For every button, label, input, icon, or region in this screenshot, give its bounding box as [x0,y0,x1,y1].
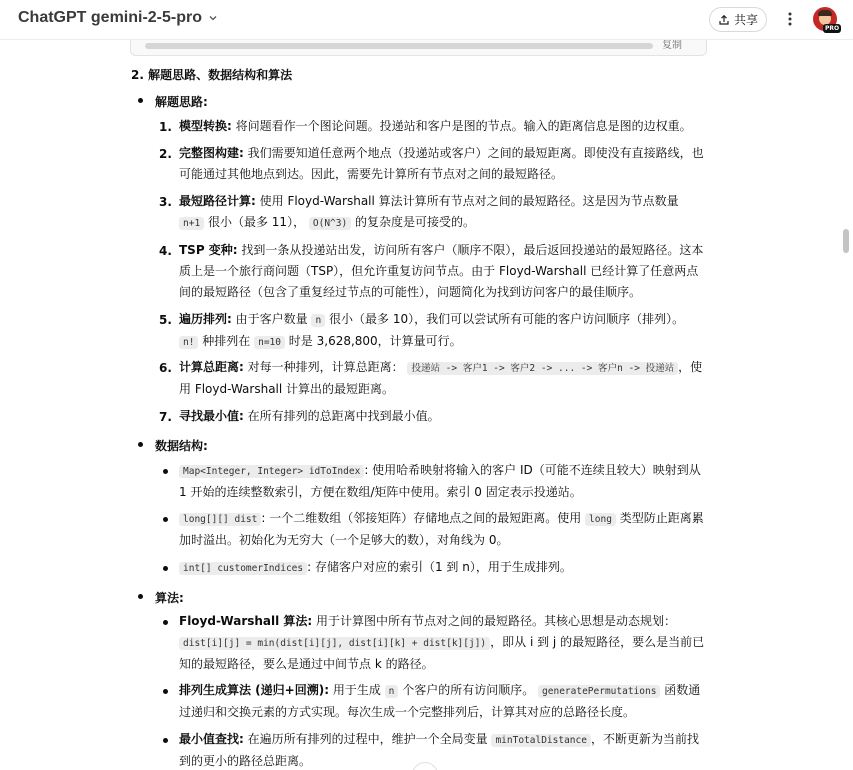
algorithm-permutation: 排列生成算法 (递归+回溯): 用于生成 n 个客户的所有访问顺序。 generatePermutations 函数通过递归和交换元素的方式实现。每次生成一个完整排列后，计算其对应的总路径长度。 [179,683,701,719]
step-number: 5. [159,313,172,327]
step-6: 计算总距离: 对每一种排列，计算总距离： 投递站 -> 客户1 -> 客户2 -> ... -> 客户n -> 投递站 ，使用 Floyd-Warshall 计算出的最短距离。 [179,360,703,396]
structure-customerIndices: int[] customerIndices : 存储客户对应的索引（1 到 n），用于生成排列。 [179,557,707,579]
model-selector[interactable] [18,9,218,27]
top-bar [0,0,853,40]
algorithm-floyd: Floyd-Warshall 算法: 用于计算图中所有节点对之间的最短路径。其核心思想是动态规划： dist[i][j] = min(dist[i][j], dist[i][k] + dist[k][j]) ，即从 i 到 j 的最短路径，要么是当前已知的最短路径，要么是通过中间节点 k 的路径。 [179,614,705,671]
step-number: 2. [159,147,172,161]
step-number: 6. [159,361,172,375]
bullet [138,442,143,447]
step-5: 遍历排列: 由于客户数量 n 很小（最多 10），我们可以尝试所有可能的客户访问顺序（排列）。 n! 种排列在 n=10 时是 3,628,800，计算量可行。 [179,312,685,348]
chevron-down-icon [208,13,218,23]
algorithms-label: 算法: [155,591,184,605]
pro-badge: PRO [825,25,840,32]
model-name: ChatGPT gemini-2-5-pro [18,9,203,26]
bullet [163,469,168,474]
step-number: 1. [159,120,172,134]
bullet [138,594,143,599]
more-vertical-icon [788,12,792,26]
algorithm-min-search: 最小值查找: 在遍历所有排列的过程中，维护一个全局变量 minTotalDistance ，不断更新为当前找到的更小的路径总距离。 [179,732,699,768]
structure-dist: long[][] dist : 一个二维数组（邻接矩阵）存储地点之间的最短距离。使用 long 类型防止距离累加时溢出。初始化为无穷大（一个足够大的数），对角线为 0。 [179,511,704,547]
more-options-button[interactable] [780,8,800,30]
avatar-hair [818,10,832,16]
step-7: 寻找最小值: 在所有排列的总距离中找到最小值。 [179,409,440,423]
structures-label: 数据结构: [155,439,208,453]
step-1: 模型转换: 将问题看作一个图论问题。投递站和客户是图的节点。输入的距离信息是图的边权重。 [179,119,692,133]
step-number: 4. [159,244,172,258]
page-scrollbar[interactable] [843,229,849,253]
bullet [163,738,168,743]
bullet [163,689,168,694]
step-2: 完整图构建: 我们需要知道任意两个地点（投递站或客户）之间的最短距离。即使没有直接路线，也可能通过其他地点到达。因此，需要先计算所有节点对之间的最短路径。 [179,146,704,181]
share-label: 共享 [733,13,758,27]
bullet [138,98,143,103]
share-button[interactable] [709,7,767,32]
approach-label: 解题思路: [155,95,208,109]
share-icon [718,14,730,26]
structure-idToIndex: Map<Integer, Integer> idToIndex : 使用哈希映射将输入的客户 ID（可能不连续且较大）映射到从 1 开始的连续整数索引，方便在数组/矩阵中使用。索引 0 固定表示投递站。 [179,463,701,499]
horizontal-scrollbar[interactable] [145,43,653,49]
copy-code-button[interactable]: 复制 [662,40,682,51]
bullet [163,517,168,522]
step-number: 7. [159,410,172,424]
user-avatar[interactable] [813,7,840,32]
section-heading: 2. 解题思路、数据结构和算法 [131,68,293,82]
bullet [163,620,168,625]
bullet [163,566,168,571]
step-4: TSP 变种: 找到一条从投递站出发，访问所有客户（顺序不限），最后返回投递站的最短路径。这本质上是一个旅行商问题（TSP），但允许重复访问节点。由于 Floyd-Warshall 已经计算了任意两点间的最短路径（包含了重复经过节点的可能性），问题简化为找到访问客户的最佳顺序。 [179,243,704,299]
step-3: 最短路径计算: 使用 Floyd-Warshall 算法计算所有节点对之间的最短路径。这是因为节点数量 n+1 很小（最多 11）， O(N^3) 的复杂度是可接受的。 [179,194,679,229]
step-number: 3. [159,195,172,209]
